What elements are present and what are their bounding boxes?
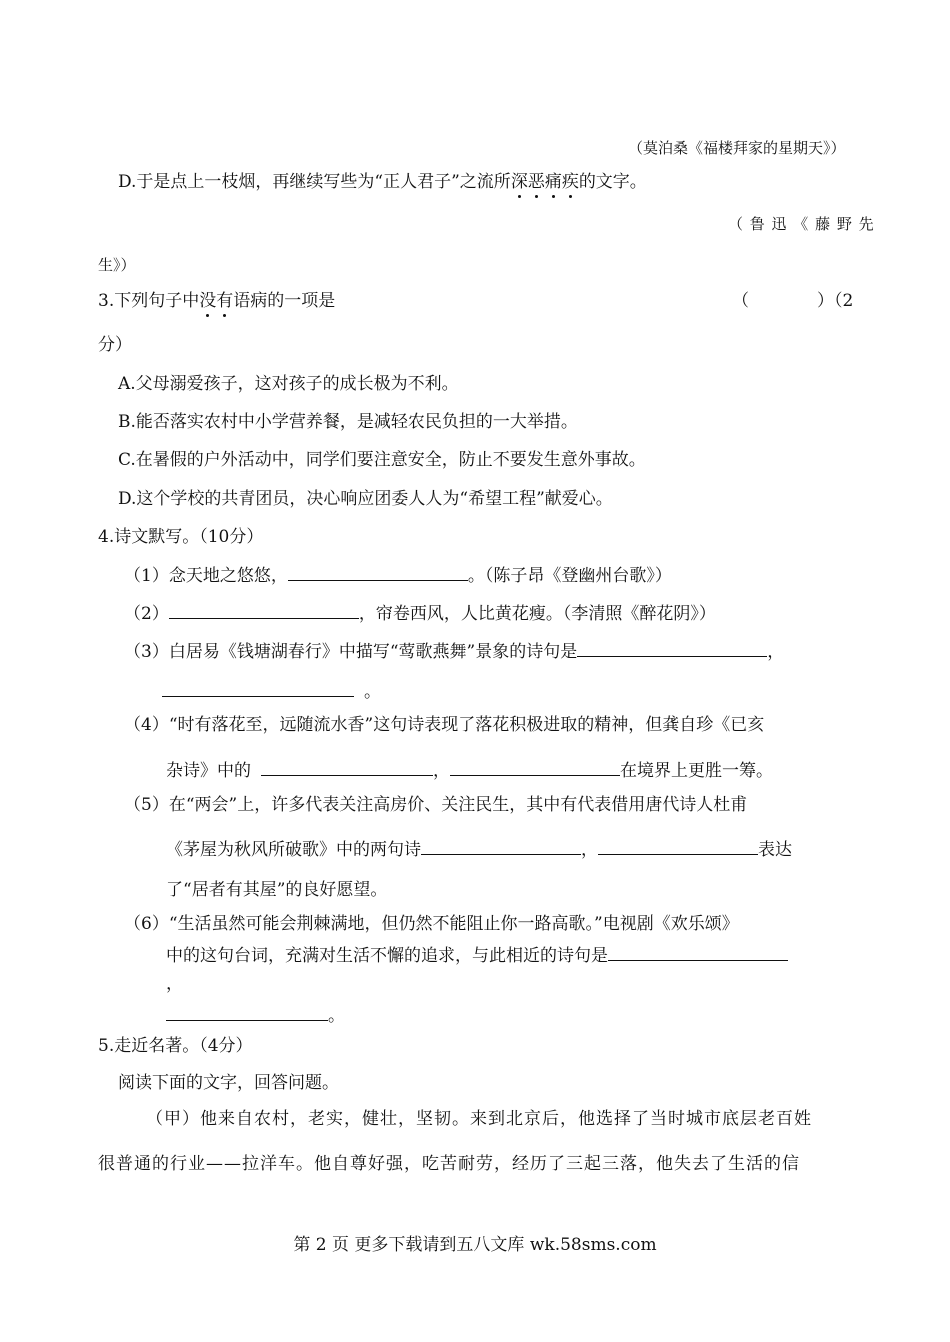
answer-blank[interactable] [169, 600, 359, 619]
item-text: （1）念天地之悠悠， [124, 566, 288, 586]
question-5-title: 5.走近名著。（4分） [98, 1036, 253, 1056]
source-citation: （莫泊桑《福楼拜家的星期天》） [628, 139, 846, 157]
answer-blank[interactable] [450, 757, 620, 776]
answer-blank[interactable] [608, 942, 788, 961]
option-a: A.父母溺爱孩子，这对孩子的成长极为不利。 [118, 374, 459, 394]
answer-blank[interactable] [162, 678, 354, 697]
dotted-char: 疾 [561, 172, 579, 192]
item-text: 。 [364, 682, 381, 702]
item-4-cont [166, 757, 773, 783]
dotted-char: 没 [199, 291, 217, 311]
item-text: ，帘卷西风，人比黄花瘦。（李清照《醉花阴》） [358, 604, 716, 624]
answer-blank[interactable] [166, 1002, 328, 1021]
answer-blank[interactable] [598, 836, 758, 855]
dotted-char: 有 [216, 291, 234, 311]
option-d [118, 170, 647, 194]
option-c: C.在暑假的户外活动中，同学们要注意安全，防止不要发生意外事故。 [118, 450, 646, 470]
passage-line: 很普通的行业——拉洋车。他自尊好强，吃苦耐劳，经历了三起三落，他失去了生活的信 [98, 1154, 800, 1174]
item-3 [124, 638, 784, 664]
item-text: 《茅屋为秋风所破歌》中的两句诗 [166, 840, 421, 860]
item-6: （6）“生活虽然可能会荆棘满地，但仍然不能阻止你一路高歌。”电视剧《欢乐颂》 [124, 914, 739, 934]
item-text: 。 [328, 1006, 345, 1026]
answer-blank[interactable] [577, 638, 767, 657]
answer-paren: （ ）（2 [732, 291, 854, 311]
item-text: ， [433, 761, 450, 781]
item-text: 。（陈子昂《登幽州台歌》） [467, 566, 672, 586]
source-citation: （ 鲁 迅 《 藤 野 先 [728, 215, 874, 233]
item-text: （3）白居易《钱塘湖春行》中描写“莺歌燕舞”景象的诗句是 [124, 642, 578, 662]
item-text: 中的这句台词，充满对生活不懈的追求，与此相近的诗句是 [166, 946, 608, 966]
stem-text-end: 语病的一项是 [233, 291, 336, 311]
option-d: D.这个学校的共青团员，决心响应团委人人为“希望工程”献爱心。 [118, 489, 613, 509]
item-5-line3: 了“居者有其屋”的良好愿望。 [166, 880, 388, 900]
item-text: 杂诗》中的 [166, 761, 251, 781]
item-text: （2） [124, 604, 169, 624]
dotted-char: 痛 [544, 172, 562, 192]
item-5: （5）在“两会”上，许多代表关注高房价、关注民生，其中有代表借用唐代诗人杜甫 [124, 795, 748, 815]
instruction: 阅读下面的文字，回答问题。 [118, 1073, 339, 1093]
stem-text: 3.下列句子中 [98, 291, 200, 311]
option-b: B.能否落实农村中小学营养餐，是减轻农民负担的一大举措。 [118, 412, 578, 432]
item-5-cont [166, 836, 792, 862]
question-4-title: 4.诗文默写。（10分） [98, 527, 264, 547]
option-d-text: D.于是点上一枝烟，再继续写些为“正人君子”之流所 [118, 172, 511, 192]
dotted-char: 深 [510, 172, 528, 192]
dotted-char: 恶 [527, 172, 545, 192]
option-d-text-end: 的文字。 [578, 172, 647, 192]
answer-blank[interactable] [261, 757, 433, 776]
answer-blank[interactable] [288, 562, 468, 581]
item-1 [124, 562, 672, 588]
item-2 [124, 600, 716, 626]
score-wrap: 分） [98, 335, 132, 355]
item-text: 在境界上更胜一筹。 [620, 761, 773, 781]
item-6-end [166, 1002, 345, 1028]
item-text: ， [767, 642, 785, 662]
item-3-cont [162, 678, 381, 704]
answer-blank[interactable] [421, 836, 581, 855]
item-6-cont [166, 942, 788, 968]
page-footer: 第 2 页 更多下载请到五八文库 wk.58sms.com [293, 1235, 657, 1255]
source-citation-wrap: 生》） [98, 256, 136, 274]
question-3-stem [98, 289, 335, 313]
item-6-comma: ， [166, 974, 183, 994]
passage-line: （甲）他来自农村，老实，健壮，坚韧。来到北京后，他选择了当时城市底层老百姓 [146, 1109, 812, 1129]
item-4: （4）“时有落花至，远随流水香”这句诗表现了落花积极进取的精神，但龚自珍《已亥 [124, 715, 765, 735]
item-text: ， [581, 840, 598, 860]
item-text: 表达 [758, 840, 792, 860]
